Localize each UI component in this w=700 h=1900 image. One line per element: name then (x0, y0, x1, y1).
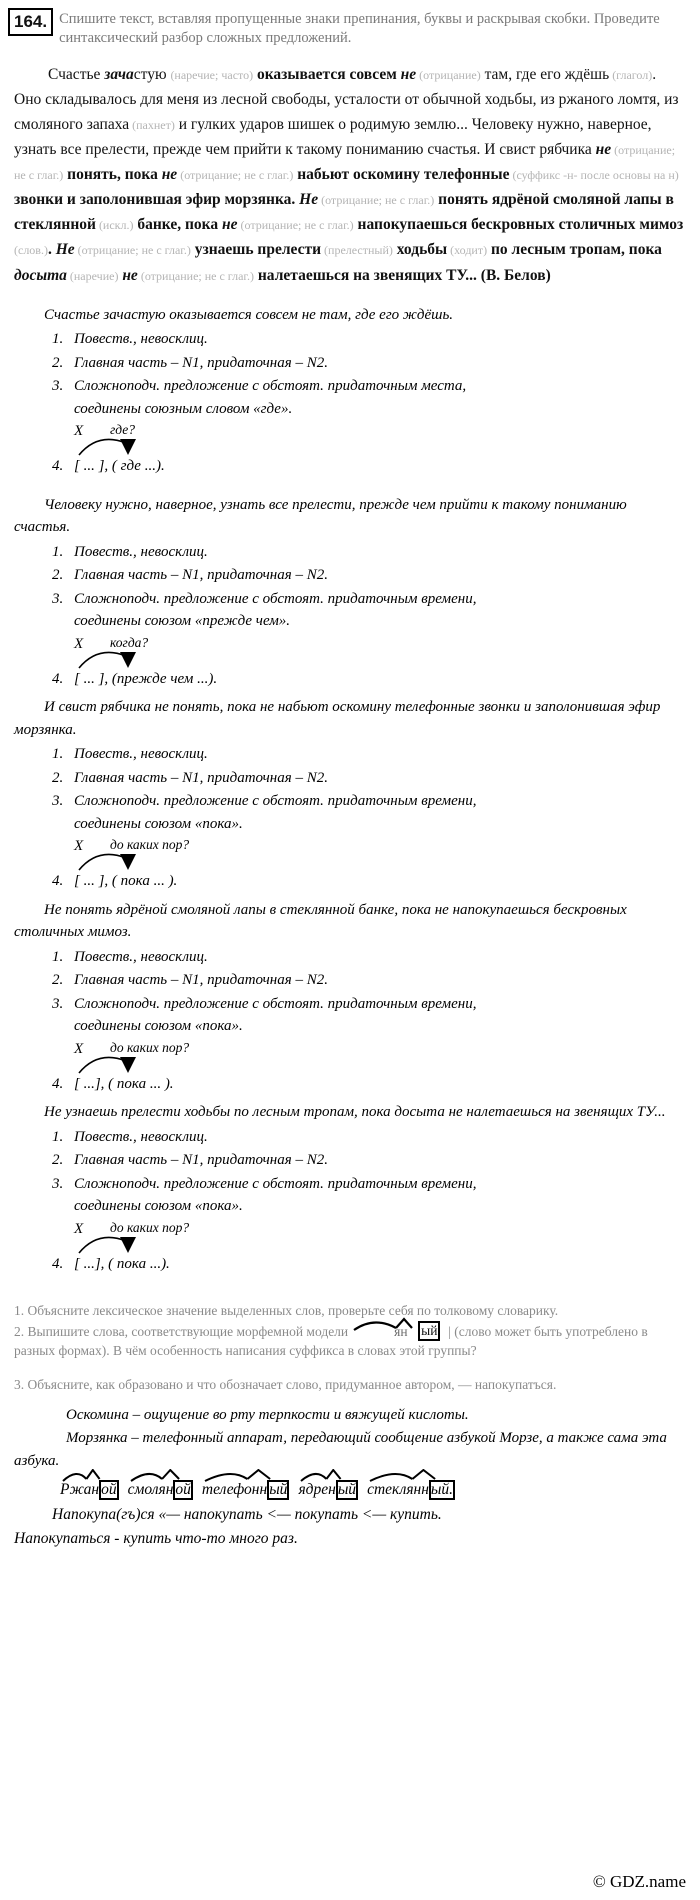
question-label: до каких пор? (110, 837, 190, 853)
text-segment: оскомину (353, 166, 420, 184)
text-segment: ходьбы (392, 241, 448, 259)
analysis-formula (52, 668, 686, 691)
morpheme-ending: ой (173, 1480, 193, 1500)
text-segment: банке, пока (133, 216, 222, 234)
analysis-step (52, 767, 686, 790)
analysis-formula (52, 455, 686, 478)
analysis-steps (14, 541, 686, 633)
text-segment: досыта (14, 266, 67, 284)
text-segment: . (291, 191, 300, 209)
sentence-analysis (14, 696, 686, 893)
morphemic-word (202, 1480, 290, 1500)
step-number: 4. (52, 873, 64, 890)
morphemic-words-row (60, 1480, 686, 1500)
sentence-analysis (14, 304, 686, 478)
step-text: Сложноподч. предложение с обстоят. придаточным времени, (74, 590, 477, 607)
text-segment: понять ядрёной смоляной лапы в стеклянной (14, 191, 674, 234)
analysis-step (52, 564, 686, 587)
analysis-sentence: И свист рябчика не понять, пока не набьют оскомину телефонные звонки и заполонившая эфир морзянка. (14, 699, 661, 738)
dependency-arrow-diagram (74, 1039, 686, 1073)
step-text: Повеств., невосклиц. (74, 948, 208, 965)
derivation-chain: Напокупа(гъ)ся «— напокупать <— покупать <— купить. (52, 1505, 442, 1523)
text-segment: (отрицание; не с глаг.) (177, 168, 294, 183)
step-text-continued: соединены союзом «пока». (74, 1018, 243, 1035)
analysis-sentence: Счастье зачастую оказывается совсем не там, где его ждёшь. (44, 306, 454, 323)
morpheme-stem: телефонн (201, 1480, 268, 1498)
definition-oskomina: Оскомина – ощущение во рту терпкости и вяжущей кислоты. (66, 1406, 469, 1423)
analysis-step (52, 328, 686, 351)
analysis-formula (52, 1073, 686, 1096)
head-word-marker: X (74, 838, 84, 855)
text-segment: напокупаешься бескровных столичных мимоз (353, 216, 684, 234)
text-segment: Счастье (48, 65, 105, 83)
text-segment: понять, пока (63, 166, 162, 184)
analysis-steps (14, 1126, 686, 1218)
head-word-marker: X (74, 423, 84, 440)
step-number: 2. (52, 1152, 64, 1169)
analysis-steps (14, 743, 686, 835)
step-number: 2. (52, 354, 64, 371)
task-header (0, 0, 700, 48)
analysis-step (52, 352, 686, 375)
morpheme-stem: ядрен (298, 1480, 336, 1498)
formula-text: [ ... ], ( пока ... ). (74, 873, 178, 890)
morphemic-word (60, 1480, 119, 1500)
morpheme-stem: Ржан (60, 1480, 100, 1498)
text-segment: там, где его ждёшь (480, 65, 610, 83)
text-segment: звонки и заполонившая эфир (14, 191, 225, 209)
step-number: 3. (52, 590, 64, 607)
morphemic-model-icon (350, 1322, 446, 1339)
analysis-step (52, 1173, 686, 1218)
word-definitions (14, 1404, 686, 1474)
step-number: 2. (52, 567, 64, 584)
dependency-arrow-diagram (74, 634, 686, 668)
text-segment: . Оно складывалось для меня из лесной свободы, усталости от обычной ходьбы, из ржаного ломтя, из смоляного запаха (14, 65, 679, 133)
text-segment: (отрицание; не с глаг.) (318, 193, 435, 208)
exercise-text-body (14, 66, 683, 284)
text-segment: не (161, 166, 178, 184)
text-segment: оказывается совсем (253, 65, 401, 83)
analysis-formula-list (14, 870, 686, 893)
text-segment: набьют (293, 166, 354, 184)
definition-morzyanka: Морзянка – телефонный аппарат, передающий сообщение азбукой Морзе, а также сама эта азбука. (14, 1430, 667, 1470)
sentence-analysis (14, 1101, 686, 1275)
analysis-step (52, 790, 686, 835)
morpheme-ending: ой (99, 1480, 119, 1500)
analysis-step (52, 993, 686, 1038)
dependency-arrow-diagram (74, 1219, 686, 1253)
step-number: 2. (52, 972, 64, 989)
step-text: Главная часть – N1, придаточная – N2. (74, 1152, 328, 1169)
text-segment: узнаешь прелести (190, 241, 322, 259)
sentence-analysis (14, 899, 686, 1096)
sub-questions (14, 1301, 686, 1394)
step-number: 4. (52, 670, 64, 687)
analysis-step (52, 1126, 686, 1149)
text-segment: (отрицание; не с глаг.) (74, 243, 191, 258)
question-label: где? (110, 422, 136, 438)
text-segment: телефонные (420, 166, 510, 184)
sentence-analysis (14, 494, 686, 691)
morphemic-model-suffix: ян (394, 1324, 408, 1340)
step-text: Сложноподч. предложение с обстоят. придаточным времени, (74, 995, 477, 1012)
head-word-marker: X (74, 1040, 84, 1057)
formula-text: [ ... ], (прежде чем ...). (74, 670, 218, 687)
step-text-continued: соединены союзным словом «где». (74, 400, 293, 417)
analysis-step (52, 743, 686, 766)
analysis-formula (52, 870, 686, 893)
question-3: 3. Объясните, как образовано и что обозначает слово, придуманное автором, — напокупатъся. (14, 1376, 557, 1392)
final-definition: Напокупаться - купить что-то много раз. (14, 1529, 298, 1547)
question-label: до каких пор? (110, 1039, 190, 1055)
dependency-arrow-diagram (74, 421, 686, 455)
formula-text: [ ... ], ( где ...). (74, 458, 165, 475)
text-segment: не (221, 216, 238, 234)
step-number: 3. (52, 1175, 64, 1192)
text-segment: Не (55, 241, 75, 259)
morphemic-word (298, 1480, 358, 1500)
text-segment: стую (133, 65, 171, 83)
step-text: Повеств., невосклиц. (74, 543, 208, 560)
question-1: 1. Объясните лексическое значение выделенных слов, проверьте себя по толковому словарику. (14, 1303, 559, 1319)
analysis-step (52, 969, 686, 992)
morpheme-stem: смолян (127, 1480, 174, 1498)
step-text: Главная часть – N1, придаточная – N2. (74, 354, 328, 371)
formula-text: [ ...], ( пока ... ). (74, 1075, 174, 1092)
step-text: Главная часть – N1, придаточная – N2. (74, 567, 328, 584)
head-word-marker: X (74, 635, 84, 652)
step-text: Главная часть – N1, придаточная – N2. (74, 972, 328, 989)
formula-text: [ ...], ( пока ...). (74, 1255, 170, 1272)
analysis-step (52, 588, 686, 633)
step-number: 1. (52, 948, 64, 965)
question-2-before: 2. Выпишите слова, соответствующие морфемной модели (14, 1324, 349, 1340)
step-text: Повеств., невосклиц. (74, 1128, 208, 1145)
text-segment: (отрицание; не с глаг.) (14, 143, 676, 183)
step-text: Сложноподч. предложение с обстоят. придаточным времени, (74, 1175, 477, 1192)
step-text: Сложноподч. предложение с обстоят. придаточным места, (74, 378, 467, 395)
step-number: 3. (52, 378, 64, 395)
head-word-marker: X (74, 1220, 84, 1237)
text-segment: (отрицание; не с глаг.) (137, 268, 254, 283)
analysis-steps (14, 328, 686, 420)
analysis-step (52, 946, 686, 969)
step-number: 4. (52, 1255, 64, 1272)
analysis-formula-list (14, 1253, 686, 1276)
text-segment: (искл.) (95, 218, 134, 233)
step-text-continued: соединены союзом «пока». (74, 815, 243, 832)
step-number: 1. (52, 543, 64, 560)
dependency-arrow-diagram (74, 836, 686, 870)
text-segment: не (595, 141, 612, 159)
question-2 (14, 1322, 686, 1360)
text-segment: по лесным тропам, пока (487, 241, 662, 259)
analysis-sentence: Не понять ядрёной смоляной лапы в стеклянной банке, пока не напокупаешься бескровных столичных мимоз. (14, 901, 627, 941)
step-text: Сложноподч. предложение с обстоят. придаточным времени, (74, 793, 477, 810)
text-segment: зача (104, 65, 134, 83)
morphemic-word (367, 1480, 455, 1500)
analysis-steps (14, 946, 686, 1038)
text-segment: . (47, 241, 56, 259)
text-segment: (наречие) (66, 268, 119, 283)
text-segment: (слов.) (14, 243, 48, 258)
step-number: 4. (52, 1075, 64, 1092)
text-segment: не (122, 266, 138, 284)
morphemic-model-ending: ый (418, 1321, 440, 1341)
analyses-container (0, 304, 700, 1276)
step-number: 1. (52, 746, 64, 763)
analysis-step (52, 541, 686, 564)
question-label: когда? (110, 634, 149, 650)
step-text: Повеств., невосклиц. (74, 746, 208, 763)
step-number: 2. (52, 769, 64, 786)
text-segment: (пахнет) (129, 117, 175, 132)
analysis-formula (52, 1253, 686, 1276)
text-segment: не (400, 65, 417, 83)
step-number: 1. (52, 331, 64, 348)
step-text-continued: соединены союзом «прежде чем». (74, 613, 291, 630)
step-number: 3. (52, 995, 64, 1012)
text-segment: (ходит) (447, 243, 488, 258)
morpheme-ending: ый (267, 1480, 289, 1500)
morpheme-stem: стеклянн (367, 1480, 429, 1498)
text-segment: налетаешься на звенящих ТУ... (В. Белов) (254, 266, 551, 284)
text-segment: (глагол) (609, 67, 653, 82)
question-2-after: | (слово может быть употреблено в разных формах). В чём особенность написания суффикса в словах этой группы? (14, 1324, 648, 1359)
step-number: 4. (52, 458, 64, 475)
morphemic-word (128, 1480, 193, 1500)
analysis-formula-list (14, 1073, 686, 1096)
text-segment: и гулких ударов шишек о родимую землю... Человеку нужно, наверное, узнать все прелести, прежде чем прийти к такому пониманию счастья. И свист рябчика (14, 115, 652, 159)
morpheme-ending: ый. (429, 1480, 455, 1500)
analysis-formula-list (14, 455, 686, 478)
analysis-formula-list (14, 668, 686, 691)
exercise-text (14, 62, 686, 288)
analysis-step (52, 375, 686, 420)
task-number: 164. (8, 8, 53, 36)
analysis-sentence: Человеку нужно, наверное, узнать все прелести, прежде чем прийти к такому пониманию счастья. (14, 496, 627, 536)
step-text: Повеств., невосклиц. (74, 331, 208, 348)
step-number: 1. (52, 1128, 64, 1145)
text-segment: (отрицание; не с глаг.) (237, 218, 354, 233)
task-instruction: Спишите текст, вставляя пропущенные знаки препинания, буквы и раскрывая скобки. Проведите синтаксический разбор сложных предложений. (59, 11, 660, 46)
text-segment: Не (299, 191, 319, 209)
text-segment: (наречие; часто) (170, 67, 254, 82)
morpheme-ending: ый (336, 1480, 358, 1500)
text-segment: (отрицание) (416, 67, 481, 82)
footer-brand: © GDZ.name (592, 1872, 686, 1891)
step-number: 3. (52, 793, 64, 810)
text-segment: морзянка (224, 191, 292, 209)
analysis-step (52, 1149, 686, 1172)
text-segment: (суффикс -н- после основы на н) (509, 168, 679, 183)
text-segment: (прелестный) (321, 243, 393, 258)
analysis-sentence: Не узнаешь прелести ходьбы по лесным тропам, пока досыта не налетаешься на звенящих ТУ... (44, 1104, 666, 1121)
step-text: Главная часть – N1, придаточная – N2. (74, 769, 328, 786)
question-label: до каких пор? (110, 1219, 190, 1235)
step-text-continued: соединены союзом «пока». (74, 1198, 243, 1215)
